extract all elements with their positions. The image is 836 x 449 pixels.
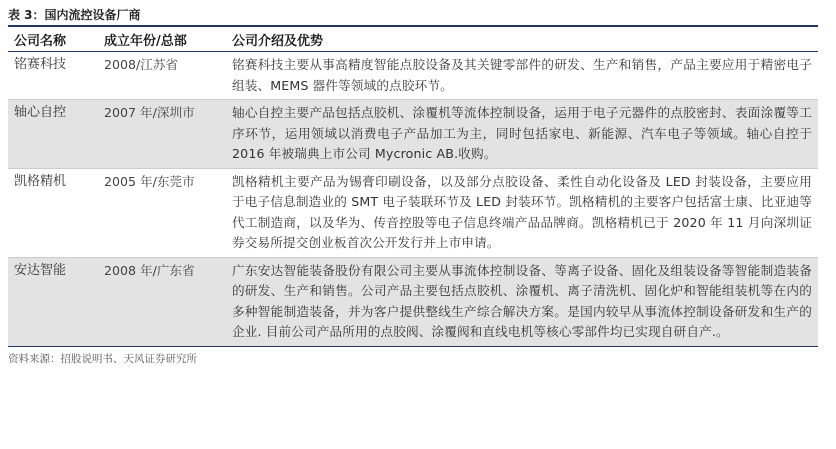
- header-company-name: 公司名称: [8, 26, 98, 52]
- table-row: [8, 168, 818, 257]
- header-row: [8, 26, 818, 52]
- company-name: 铭赛科技: [8, 52, 98, 100]
- company-intro: 凯格精机主要产品为锡膏印刷设备，以及部分点胶设备、柔性自动化设备及 LED 封装设备，主要应用于电子信息制造业的 SMT 电子装联环节及 LED 封装环节。凯格精机的主要客户包括富士康、比亚迪等代工制造商，以及华为、传音控股等电子信息终端产品品牌商。凯格精机已于 2020 年 11 月向深圳证券交易所提交创业板首次公开发行并上市申请。: [226, 168, 818, 257]
- founded-hq: 2005 年/东莞市: [98, 168, 226, 257]
- company-name: 轴心自控: [8, 100, 98, 169]
- founded-hq: 2008 年/广东省: [98, 257, 226, 346]
- company-intro: 铭赛科技主要从事高精度智能点胶设备及其关键零部件的研发、生产和销售，产品主要应用于精密电子组装、MEMS 器件等领域的点胶环节。: [226, 52, 818, 100]
- vendor-table: [8, 25, 818, 347]
- header-intro: 公司介绍及优势: [226, 26, 818, 52]
- table-caption: 表 3：国内流控设备厂商: [8, 8, 141, 22]
- table-body: [8, 52, 818, 347]
- table-header: [8, 26, 818, 52]
- table-row: [8, 100, 818, 169]
- header-founded-hq: 成立年份/总部: [98, 26, 226, 52]
- document: [8, 5, 828, 368]
- company-intro: 轴心自控主要产品包括点胶机、涂覆机等流体控制设备，运用于电子元器件的点胶密封、表面涂覆等工序环节，运用领域以消费电子产品加工为主，同时包括家电、新能源、汽车电子等领域。轴心自控于 2016 年被瑞典上市公司 Mycronic AB.收购。: [226, 100, 818, 169]
- table-row: [8, 52, 818, 100]
- company-name: 安达智能: [8, 257, 98, 346]
- source-note: 资料来源：招股说明书、天风证券研究所: [8, 352, 197, 365]
- founded-hq: 2008/江苏省: [98, 52, 226, 100]
- company-intro: 广东安达智能装备股份有限公司主要从事流体控制设备、等离子设备、固化及组装设备等智能制造装备的研发、生产和销售。公司产品主要包括点胶机、涂覆机、离子清洗机、固化炉和智能组装机等在内的多种智能制造装备，并为客户提供整线生产综合解决方案。是国内较早从事流体控制设备研发和生产的企业. 目前公司产品所用的点胶阀、涂覆阀和直线电机等核心零部件均已实现自研自产.。: [226, 257, 818, 346]
- company-name: 凯格精机: [8, 168, 98, 257]
- founded-hq: 2007 年/深圳市: [98, 100, 226, 169]
- table-row: [8, 257, 818, 346]
